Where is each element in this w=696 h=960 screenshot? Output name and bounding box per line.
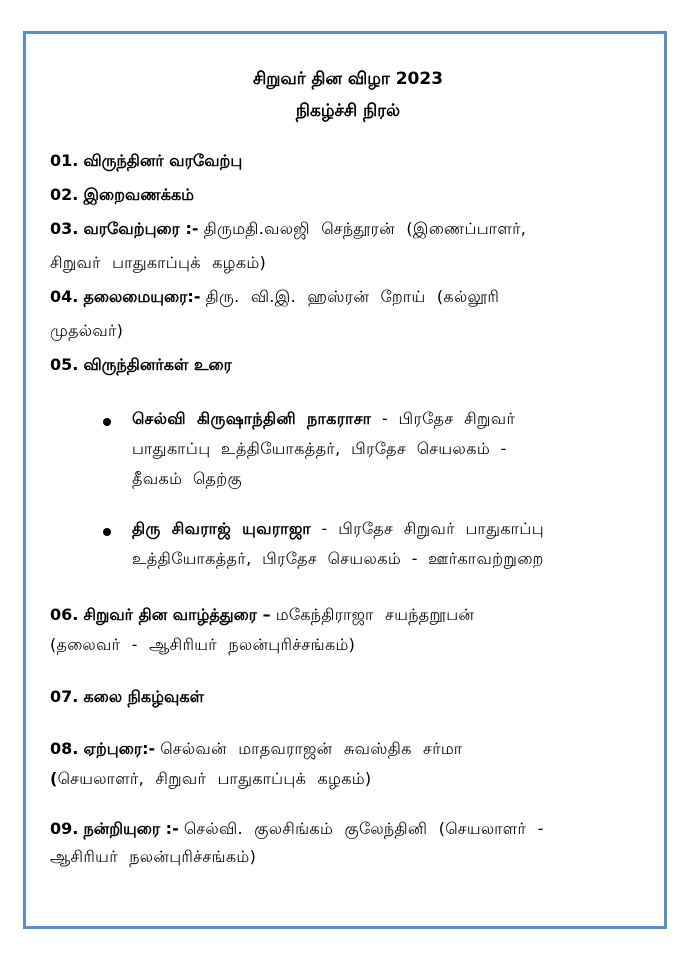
agenda-item-08 — [50, 738, 630, 760]
item-detail: மகேந்திராஜா சயந்தறூபன் — [275, 605, 475, 624]
agenda-item-03 — [50, 218, 630, 240]
agenda-item-09-cont: ஆசிரியர் நலன்புரிச்சங்கம்) — [50, 847, 257, 866]
agenda-item-02 — [50, 184, 630, 206]
agenda-item-04 — [50, 286, 630, 308]
item-detail: செல்வி. குலசிங்கம் குலேந்தினி (செயலாளர் - — [183, 819, 544, 838]
agenda-item-06-cont: (தலைவர் - ஆசிரியர் நலன்புரிச்சங்கம்) — [50, 635, 356, 654]
item-detail: செல்வன் மாதவராஜன் சுவஸ்திக சர்மா — [160, 739, 463, 758]
bullet-icon — [103, 528, 111, 536]
bullet-icon — [103, 418, 111, 426]
item-detail: திருமதி.வலஜி செந்தூரன் (இணைப்பாளர், — [203, 219, 527, 238]
guest-entry-2-line2: உத்தியோகத்தர், பிரதேச செயலகம் - ஊர்காவற்றுறை — [132, 549, 544, 568]
open-paren: ( — [50, 769, 58, 788]
agenda-item-08-cont — [50, 768, 630, 790]
agenda-item-04-cont: முதல்வர்) — [50, 321, 124, 340]
program-subtitle: நிகழ்ச்சி நிரல் — [295, 101, 401, 121]
item-label: விருந்தினர்கள் உரை — [83, 355, 232, 374]
guest-name: திரு சிவராஜ் யுவராஜா — [132, 519, 312, 538]
item-detail: திரு. வி.இ. ஹஸ்ரன் றோய் (கல்லூரி — [205, 287, 500, 306]
item-label: சிறுவர் தின வாழ்த்துரை – — [83, 605, 271, 624]
item-label: இறைவணக்கம் — [83, 185, 195, 204]
agenda-item-05 — [50, 354, 630, 376]
agenda-item-09 — [50, 818, 630, 840]
agenda-item-01 — [50, 150, 630, 172]
item-number: 09. — [50, 819, 79, 838]
guest-name: செல்வி கிருஷாந்தினி நாகராசா — [132, 409, 372, 428]
guest-entry-1-line3: தீவகம் தெற்கு — [132, 469, 243, 488]
item-label: கலை நிகழ்வுகள் — [83, 687, 205, 706]
item-number: 06. — [50, 605, 79, 624]
item-label: விருந்தினர் வரவேற்பு — [83, 151, 243, 170]
item-number: 08. — [50, 739, 79, 758]
item-number: 07. — [50, 687, 79, 706]
item-label: ஏற்புரை:- — [83, 739, 156, 758]
item-detail-cont: செயலாளர், சிறுவர் பாதுகாப்புக் கழகம்) — [57, 769, 372, 788]
item-number: 05. — [50, 355, 79, 374]
agenda-item-07 — [50, 686, 630, 708]
item-label: தலைமையுரை:- — [83, 287, 201, 306]
item-number: 04. — [50, 287, 79, 306]
agenda-item-03-cont: சிறுவர் பாதுகாப்புக் கழகம்) — [50, 253, 267, 272]
guest-entry-1 — [132, 408, 632, 430]
guest-entry-1-line2: பாதுகாப்பு உத்தியோகத்தர், பிரதேச செயலகம் - — [132, 439, 507, 458]
item-label: நன்றியுரை :- — [83, 819, 179, 838]
item-number: 01. — [50, 151, 79, 170]
guest-role: - பிரதேச சிறுவர் — [371, 409, 516, 428]
item-number: 03. — [50, 219, 79, 238]
guest-entry-2 — [132, 518, 632, 540]
guest-role: - பிரதேச சிறுவர் பாதுகாப்பு — [311, 519, 545, 538]
event-title: சிறுவர் தின விழா 2023 — [252, 69, 444, 89]
agenda-item-06 — [50, 604, 630, 626]
item-number: 02. — [50, 185, 79, 204]
item-label: வரவேற்புரை :- — [83, 219, 199, 238]
